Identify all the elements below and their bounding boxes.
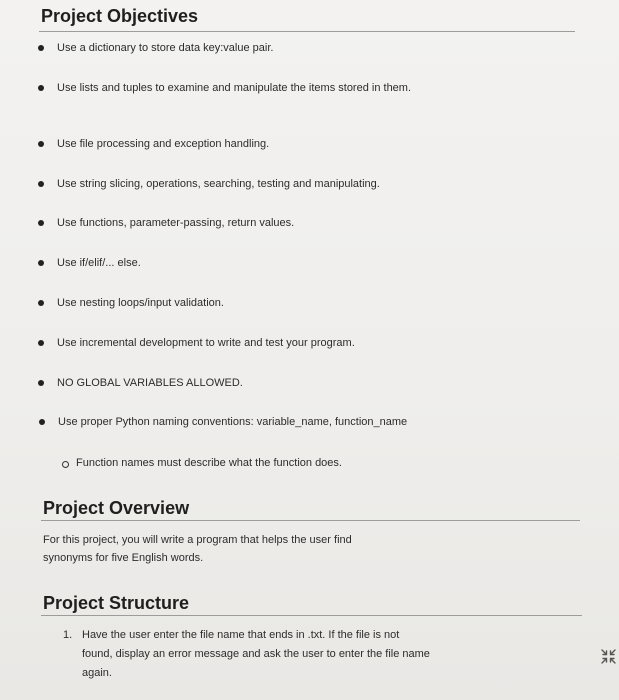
step-text: Have the user enter the file name that ends in .txt. If the file is not found, display an error message and ask the user to enter the file name again. <box>82 629 430 679</box>
structure-title: Project Structure <box>43 593 190 613</box>
bullet-dot-icon <box>38 220 44 226</box>
bullet-circle-icon <box>62 461 69 468</box>
objective-sub-item: Function names must describe what the function does. <box>76 455 496 472</box>
objective-item: Use proper Python naming conventions: variable_name, function_name <box>58 414 518 431</box>
objective-item: Use lists and tuples to examine and manipulate the items stored in them. <box>57 80 417 97</box>
objective-item: Use string slicing, operations, searching, testing and manipulating. <box>57 176 477 193</box>
structure-divider <box>41 615 582 616</box>
objectives-divider <box>39 31 575 32</box>
objective-item: Use nesting loops/input validation. <box>57 295 457 312</box>
overview-divider <box>41 520 580 521</box>
bullet-dot-icon <box>38 181 44 187</box>
objective-item: Use if/elif/... else. <box>57 255 457 272</box>
bullet-dot-icon <box>38 380 44 386</box>
bullet-dot-icon <box>38 300 44 306</box>
bullet-dot-icon <box>38 340 44 346</box>
objective-item: Use a dictionary to store data key:value pair. <box>57 40 417 57</box>
collapse-arrows-icon[interactable] <box>600 648 617 665</box>
objective-item: NO GLOBAL VARIABLES ALLOWED. <box>57 375 457 392</box>
overview-text: For this project, you will write a program that helps the user find synonyms for five English words. <box>43 534 352 564</box>
step-number: 1. <box>63 629 73 641</box>
bullet-dot-icon <box>38 45 44 51</box>
bullet-dot-icon <box>38 260 44 266</box>
bullet-dot-icon <box>38 141 44 147</box>
overview-title: Project Overview <box>43 498 190 518</box>
objective-item: Use functions, parameter-passing, return values. <box>57 215 457 232</box>
objective-item: Use file processing and exception handling. <box>57 136 457 153</box>
bullet-dot-icon <box>39 419 45 425</box>
objectives-title: Project Objectives <box>41 6 199 26</box>
structure-step <box>63 626 432 683</box>
objective-item: Use incremental development to write and test your program. <box>57 335 477 352</box>
bullet-dot-icon <box>38 85 44 91</box>
